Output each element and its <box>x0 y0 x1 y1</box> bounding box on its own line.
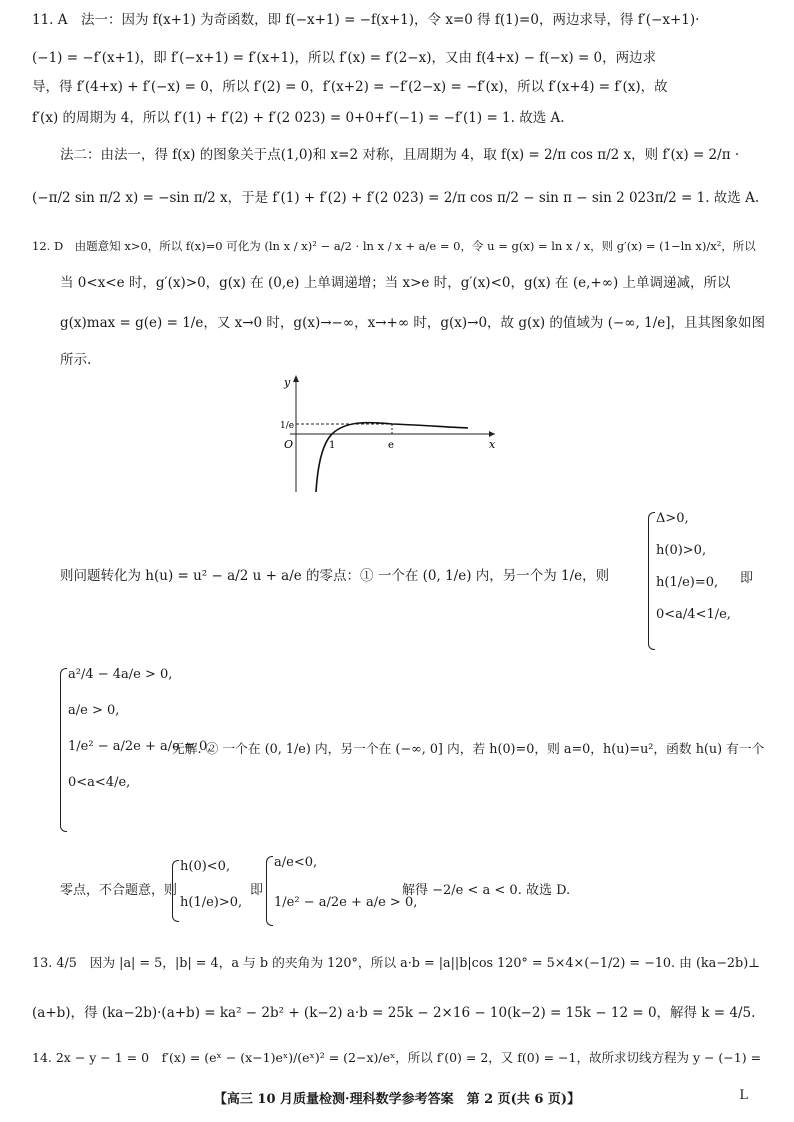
q13-line-2: (a+b)，得 (ka−2b)·(a+b) = ka² − 2b² + (k−2) a·b = 25k − 2×16 − 10(k−2) = 15k − 12 = 0，解得 k = 4/5. <box>32 1005 756 1021</box>
q11-line-3: 导，得 f′(4+x) + f′(−x) = 0，所以 f′(2) = 0，f′(x+2) = −f′(2−x) = −f′(x)，所以 f′(x+4) = f′(x)，故 <box>32 79 668 95</box>
q11-line-5: 法二：由法一，得 f(x) 的图象关于点(1,0)和 x=2 对称，且周期为 4，取 f(x) = 2/π cos π/2 x，则 f′(x) = 2/π · <box>60 147 740 163</box>
sys3 <box>180 856 242 914</box>
sys3-row: h(1/e)>0, <box>180 895 243 910</box>
q12-line-2: 当 0<x<e 时，g′(x)>0，g(x) 在 (0,e) 上单调递增；当 x>e 时，g′(x)<0，g(x) 在 (e,+∞) 上单调递减，所以 <box>60 275 731 291</box>
q14-line-1: 14. 2x − y − 1 = 0 f′(x) = (eˣ − (x−1)eˣ)/(eˣ)² = (2−x)/eˣ，所以 f′(0) = 2，又 f(0) = −1，故所求切线方程为 y − (−1) = <box>32 1050 762 1065</box>
sys2-row: a²/4 − 4a/e > 0, <box>68 667 173 682</box>
x-axis-arrow <box>489 431 495 437</box>
y-tick-label: 1/e <box>280 421 295 431</box>
y-axis-arrow <box>293 375 299 382</box>
q13-line-1: 13. 4/5 因为 |a| = 5，|b| = 4，a 与 b 的夹角为 120°，所以 a·b = |a||b|cos 120° = 5×4×(−1/2) = −10. 由 (ka−2b)⊥ <box>32 956 761 971</box>
q11-line-2: (−1) = −f′(x+1)，即 f′(−x+1) = f′(x+1)，所以 f′(x) = f′(2−x)，又由 f(4+x) − f(−x) = 0，两边求 <box>32 50 657 66</box>
sys3-brace <box>172 860 179 922</box>
sys2-row: 0<a<4/e, <box>68 775 131 790</box>
sys4-brace <box>266 856 273 926</box>
sys2-row: 1/e² − a/2e + a/e = 0, <box>68 739 212 754</box>
sys4-row: a/e<0, <box>274 855 318 870</box>
q11-line-6: (−π/2 sin π/2 x) = −sin π/2 x，于是 f′(1) + f′(2) + f′(2 023) = 2/π cos π/2 − sin π − sin 2 023π/2 = 1. 故选 A. <box>32 190 760 206</box>
q12-line-5: 则问题转化为 h(u) = u² − a/2 u + a/e 的零点：① 一个在 (0, 1/e) 内，另一个为 1/e，则 <box>60 568 610 584</box>
q12-line-7a: 零点，不合题意，则 <box>60 883 178 898</box>
sys2-row: a/e > 0, <box>68 703 120 718</box>
y-axis-label: y <box>284 376 291 389</box>
sys1-row: Δ>0, <box>656 511 689 526</box>
q12-line-6: 无解. ② 一个在 (0, 1/e) 内，另一个在 (−∞, 0] 内，若 h(0)=0，则 a=0，h(u)=u²，函数 h(u) 有一个 <box>172 742 765 757</box>
q11-line-1: 11. A 法一：因为 f(x+1) 为奇函数，即 f(−x+1) = −f(x+1)，令 x=0 得 f(1)=0，两边求导，得 f′(−x+1)· <box>32 12 700 28</box>
q12-line-4: 所示. <box>60 352 92 368</box>
q12-line-3: g(x)max = g(e) = 1/e，又 x→0 时，g(x)→−∞，x→+∞ 时，g(x)→0，故 g(x) 的值域为 (−∞, 1/e]，且其图象如图 <box>60 315 766 331</box>
sys2-brace <box>60 668 67 832</box>
sys3-row: h(0)<0, <box>180 859 231 874</box>
tick-1-label: 1 <box>329 440 336 451</box>
q12-line-7b: 即 <box>250 883 264 898</box>
sys1-row: h(0)>0, <box>656 543 707 558</box>
sys4 <box>274 852 417 914</box>
sys1-row: 0<a/4<1/e, <box>656 607 731 622</box>
page-footer: 【高三 10 月质量检测·理科数学参考答案 第 2 页(共 6 页)】 <box>213 1092 581 1107</box>
ji-label-1: 即 <box>740 571 754 586</box>
sys1 <box>656 508 731 626</box>
sys1-row: h(1/e)=0, <box>656 575 719 590</box>
q11-line-4: f′(x) 的周期为 4，所以 f′(1) + f′(2) + f′(2 023) = 0+0+f′(−1) = −f′(1) = 1. 故选 A. <box>32 110 565 126</box>
tick-e-label: e <box>388 440 394 451</box>
corner-mark: L <box>739 1088 748 1103</box>
g-function-graph <box>280 372 500 497</box>
q12-line-7c: 解得 −2/e < a < 0. 故选 D. <box>402 883 571 898</box>
sys4-row: 1/e² − a/2e + a/e > 0, <box>274 895 418 910</box>
origin-label: O <box>284 438 294 451</box>
sys1-brace <box>648 512 655 650</box>
q12-line-1: 12. D 由题意知 x>0，所以 f(x)=0 可化为 (ln x / x)² − a/2 · ln x / x + a/e = 0，令 u = g(x) = ln x / x，则 g′(x) = (1−ln x)/x²，所以 <box>32 239 756 253</box>
x-axis-label: x <box>489 438 496 451</box>
sys2 <box>68 664 211 794</box>
